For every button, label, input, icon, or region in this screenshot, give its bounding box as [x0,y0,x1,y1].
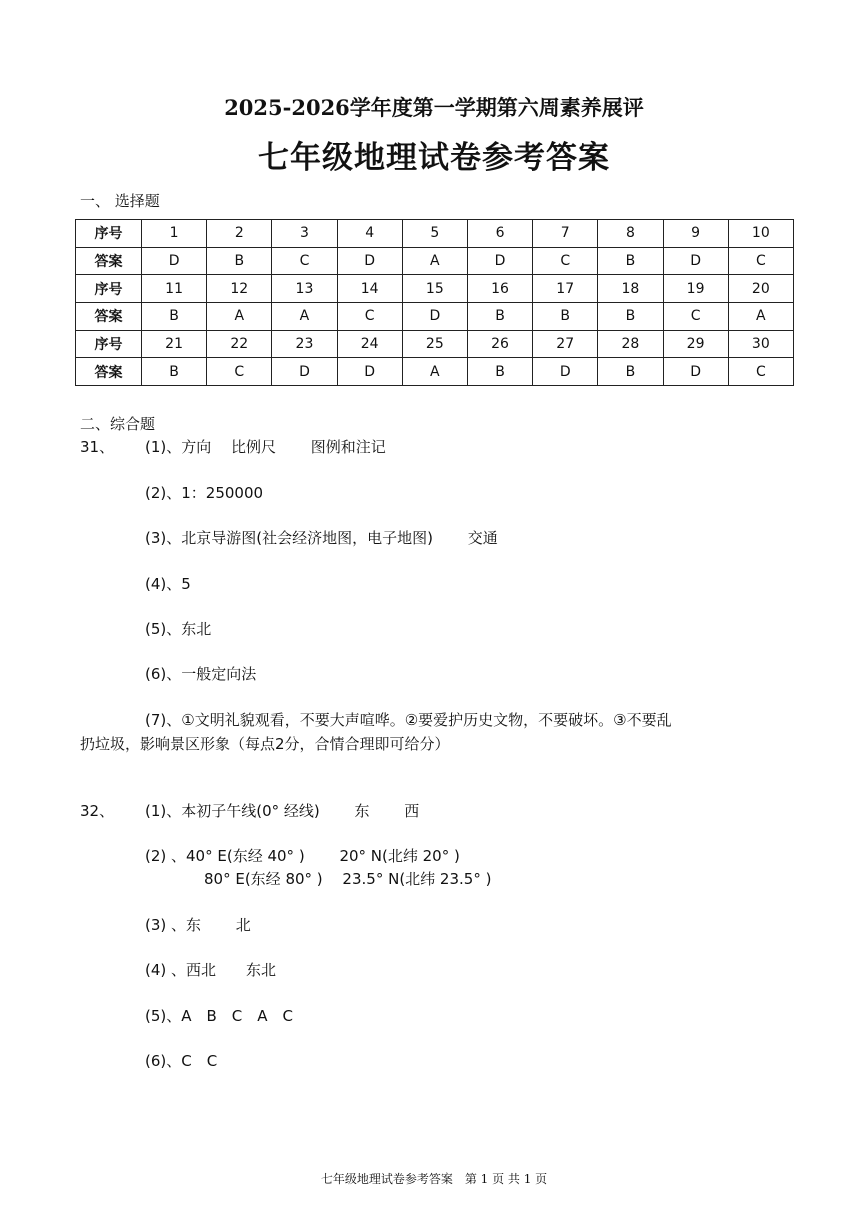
row-label: 答案 [76,247,142,275]
table-row [76,302,794,330]
table-cell: D [337,247,402,275]
answer-table [75,219,794,386]
table-cell: 20 [728,275,793,303]
table-row [76,275,794,303]
table-cell: C [272,247,337,275]
q32-answer-6: (6)、C C [145,1052,218,1070]
question-number-32: 32、 [80,802,115,820]
table-cell: C [728,358,793,386]
section-heading-choice: 一、 选择题 [80,192,160,210]
table-cell: 17 [533,275,598,303]
table-cell: 21 [142,330,207,358]
table-cell: A [402,247,467,275]
q31-answer-2: (2)、1：250000 [145,484,264,502]
table-cell: 14 [337,275,402,303]
table-cell: 26 [467,330,532,358]
table-cell: 1 [142,220,207,248]
table-cell: 12 [207,275,272,303]
table-cell: A [402,358,467,386]
q31-answer-1: (1)、方向 比例尺 图例和注记 [145,438,386,456]
table-cell: 22 [207,330,272,358]
table-cell: C [207,358,272,386]
q32-answer-3: (3) 、东 北 [145,916,251,934]
table-cell: D [142,247,207,275]
table-cell: 4 [337,220,402,248]
table-cell: 16 [467,275,532,303]
row-label: 序号 [76,330,142,358]
table-cell: 13 [272,275,337,303]
table-cell: 2 [207,220,272,248]
table-cell: 28 [598,330,663,358]
q31-answer-3: (3)、北京导游图(社会经济地图，电子地图) 交通 [145,529,498,547]
table-cell: D [402,302,467,330]
table-cell: D [272,358,337,386]
table-cell: 25 [402,330,467,358]
table-cell: 3 [272,220,337,248]
table-cell: B [467,358,532,386]
table-cell: 24 [337,330,402,358]
q31-answer-4: (4)、5 [145,575,191,593]
table-cell: 30 [728,330,793,358]
page-title: 七年级地理试卷参考答案 [258,140,610,176]
table-cell: 5 [402,220,467,248]
q32-answer-4: (4) 、西北 东北 [145,961,277,979]
table-cell: D [467,247,532,275]
table-cell: 11 [142,275,207,303]
table-cell: A [272,302,337,330]
table-cell: C [533,247,598,275]
table-cell: 27 [533,330,598,358]
table-cell: C [337,302,402,330]
table-row [76,358,794,386]
row-label: 答案 [76,302,142,330]
table-cell: A [728,302,793,330]
table-cell: D [337,358,402,386]
table-cell: 7 [533,220,598,248]
table-cell: B [598,302,663,330]
section-heading-comprehensive: 二、综合题 [80,415,156,433]
table-cell: B [207,247,272,275]
q32-answer-1: (1)、本初子午线(0° 经线) 东 西 [145,802,420,820]
table-cell: C [728,247,793,275]
table-cell: 8 [598,220,663,248]
answer-table-body [76,220,794,386]
table-cell: 18 [598,275,663,303]
table-cell: B [142,358,207,386]
table-cell: 10 [728,220,793,248]
table-cell: D [663,358,728,386]
table-cell: D [663,247,728,275]
page-footer: 七年级地理试卷参考答案 第 1 页 共 1 页 [320,1172,548,1186]
table-cell: 29 [663,330,728,358]
table-cell: B [598,358,663,386]
table-row [76,247,794,275]
table-cell: B [467,302,532,330]
table-cell: B [598,247,663,275]
table-cell: A [207,302,272,330]
table-cell: B [533,302,598,330]
table-cell: C [663,302,728,330]
q32-answer-2-line1: (2) 、40° E(东经 40° ) 20° N(北纬 20° ) [145,847,460,865]
table-row [76,220,794,248]
row-label: 序号 [76,275,142,303]
table-cell: D [533,358,598,386]
table-cell: 19 [663,275,728,303]
row-label: 序号 [76,220,142,248]
q31-answer-6: (6)、一般定向法 [145,665,257,683]
exam-subtitle: 2025-2026学年度第一学期第六周素养展评 [224,95,644,120]
table-cell: B [142,302,207,330]
q31-answer-5: (5)、东北 [145,620,212,638]
table-cell: 15 [402,275,467,303]
q31-answer-7-line1: (7)、①文明礼貌观看，不要大声喧哗。②要爱护历史文物，不要破坏。③不要乱 [145,711,672,729]
table-cell: 9 [663,220,728,248]
q32-answer-2-line2: 80° E(东经 80° ) 23.5° N(北纬 23.5° ) [204,870,492,888]
q31-answer-7-line2: 扔垃圾，影响景区形象（每点2分，合情合理即可给分） [80,735,450,753]
table-cell: 6 [467,220,532,248]
table-cell: 23 [272,330,337,358]
question-number-31: 31、 [80,438,115,456]
row-label: 答案 [76,358,142,386]
table-row [76,330,794,358]
q32-answer-5: (5)、A B C A C [145,1007,294,1025]
